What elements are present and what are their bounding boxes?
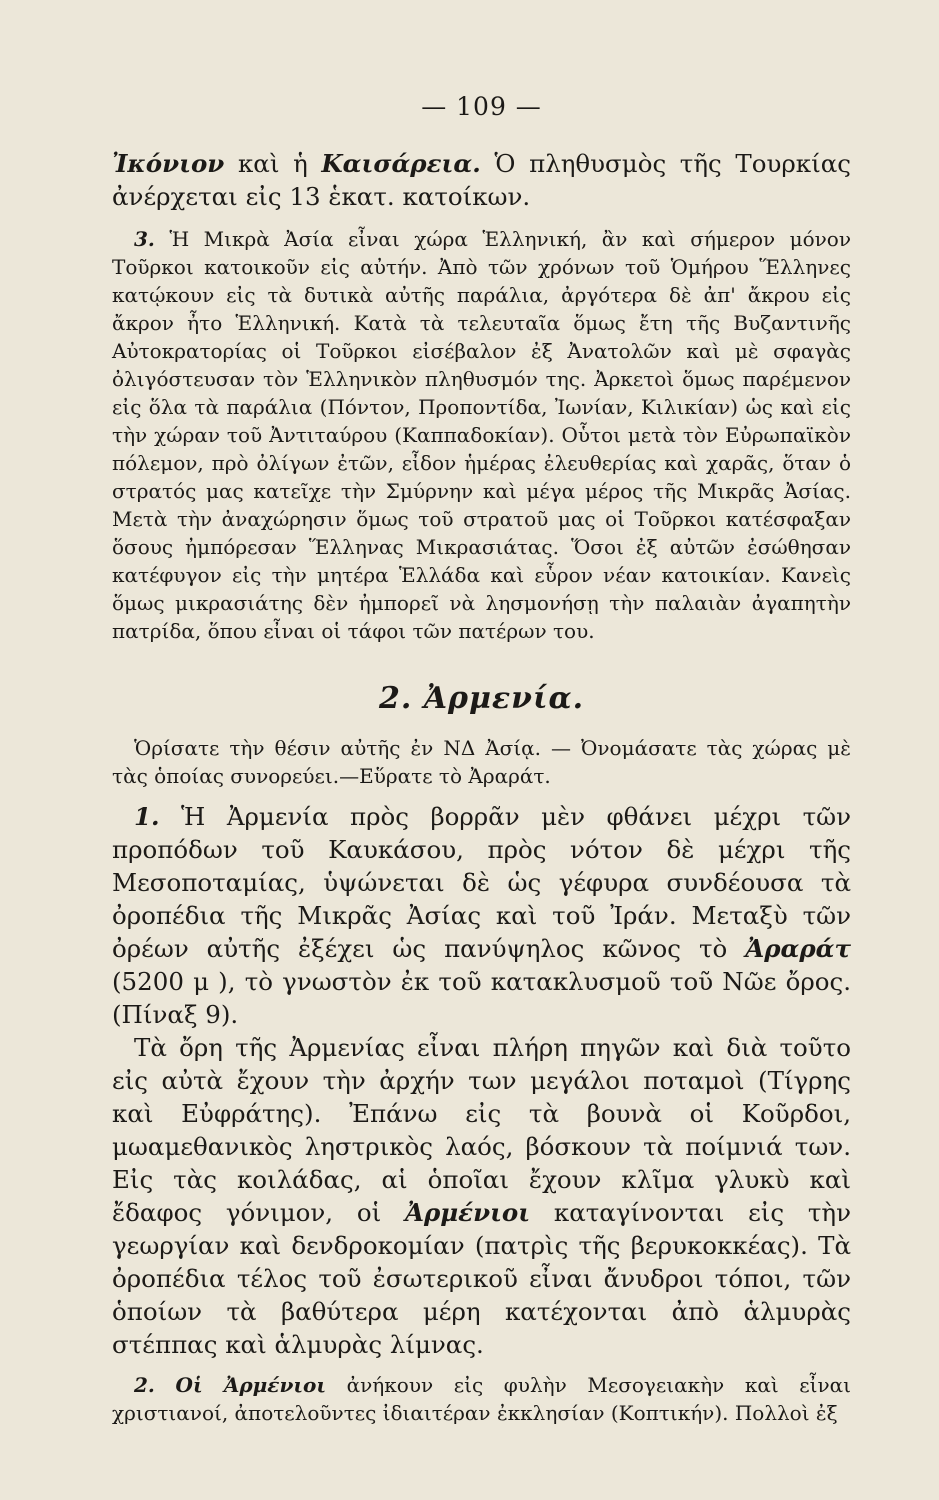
intro-text: Ὁ πληθυσμὸς τῆς Τουρκίας ἀνέρχεται εἰς 13 ἑκατ. κατοίκων. [112, 149, 851, 211]
questions-paragraph: Ὁρίσατε τὴν θέσιν αὐτῆς ἐν ΝΔ Ἀσίᾳ. — Ὀνομάσατε τὰς χώρας μὲ τὰς ὁποίας συνορεύει.—Εὕρατε τὸ Ἀραράτ. [112, 736, 851, 788]
paragraph-armenia-mountains [112, 1031, 851, 1361]
paragraph-text: Ἡ Ἀρμενία πρὸς βορρᾶν μὲν φθάνει μέχρι τῶν προπόδων τοῦ Καυκάσου, πρὸς νότον δὲ μέχρι τῆς Μεσοποταμίας, ὑψώνεται δὲ ὡς γέφυρα συνδέουσα τὰ ὀροπέδια τῆς Μικρᾶς Ἀσίας καὶ τοῦ Ἰράν. Μεταξὺ τῶν ὀρέων αὐτῆς ἐξέχει ὡς πανύψηλος κῶνος τὸ [112, 802, 851, 963]
paragraph-text-cont: καταγίνονται εἰς τὴν γεωργίαν καὶ δενδροκομίαν (πατρὶς τῆς βερυκοκκέας). Τὰ ὀροπέδια τέλος τοῦ ἐσωτερικοῦ εἶναι ἄνυδροι τόποι, τῶν ὁποίων τὰ βαθύτερα μέρη κατέχονται ἀπὸ ἁλμυρὰς στέππας καὶ ἁλμυρὰς λίμνας. [112, 1198, 851, 1359]
page-number: — 109 — [421, 92, 542, 121]
paragraph-armenians-people [112, 1371, 851, 1427]
paragraph-text-cont: (5200 μ ), τὸ γνωστὸν ἐκ τοῦ κατακλυσμοῦ τοῦ Νῶε ὄρος. (Πίναξ 9). [112, 967, 851, 1029]
paragraph-number: 3. [134, 227, 155, 251]
term-armenians: Ἀρμένιοι [404, 1198, 531, 1227]
intro-paragraph [112, 147, 851, 213]
term-ikonion: Ἰκόνιον [112, 149, 225, 178]
paragraph-asia-minor [112, 225, 851, 645]
paragraph-armenia-geography [112, 800, 851, 1031]
section-title: 2. Ἀρμενία. [378, 681, 585, 716]
paragraph-text: ἀνήκουν εἰς φυλὴν Μεσογειακὴν καὶ εἶναι χριστιανοί, ἀποτελοῦντες ἰδιαιτέραν ἐκκλησίαν (Κοπτικήν). Πολλοὶ ἐξ [112, 1373, 852, 1425]
paragraph-number: 1. [134, 802, 160, 831]
term-ararat: Ἀραράτ [745, 934, 851, 963]
paragraph-number: 2. [134, 1373, 155, 1397]
term-armenians: Οἱ Ἀρμένιοι [175, 1373, 327, 1397]
intro-connector: καὶ ἡ [224, 149, 322, 178]
paragraph-text: Ἡ Μικρὰ Ἀσία εἶναι χώρα Ἑλληνική, ἂν καὶ σήμερον μόνον Τοῦρκοι κατοικοῦν εἰς αὐτήν. Ἀπὸ τῶν χρόνων τοῦ Ὁμήρου Ἕλληνες κατῴκουν εἰς τὰ δυτικὰ αὐτῆς παράλια, ἀργότερα δὲ ἀπ' ἄκρου εἰς ἄκρον ἦτο Ἑλληνική. Κατὰ τὰ τελευταῖα ὅμως ἔτη τῆς Βυζαντινῆς Αὐτοκρατορίας οἱ Τοῦρκοι εἰσέβαλον ἐξ Ἀνατολῶν καὶ μὲ σφαγὰς ὀλιγόστευσαν τὸν Ἑλληνικὸν πληθυσμόν της. Ἀρκετοὶ ὅμως παρέμενον εἰς ὅλα τὰ παράλια (Πόντον, Προποντίδα, Ἰωνίαν, Κιλικίαν) ὡς καὶ εἰς τὴν χώραν τοῦ Ἀντιταύρου (Καππαδοκίαν). Οὗτοι μετὰ τὸν Εὐρωπαϊκὸν πόλεμον, πρὸ ὀλίγων ἐτῶν, εἶδον ἡμέρας ἐλευθερίας καὶ χαρᾶς, ὅταν ὁ στρατός μας κατεῖχε τὴν Σμύρνην καὶ μέγα μέρος τῆς Μικρᾶς Ἀσίας. Μετὰ τὴν ἀναχώρησιν ὅμως τοῦ στρατοῦ μας οἱ Τοῦρκοι κατέσφαξαν ὅσους ἠμπόρεσαν Ἕλληνας Μικρασιάτας. Ὅσοι ἐξ αὐτῶν ἐσώθησαν κατέφυγον εἰς τὴν μητέρα Ἑλλάδα καὶ εὗρον νέαν κατοικίαν. Κανεὶς ὅμως μικρασιάτης δὲν ἠμπορεῖ νὰ λησμονήσῃ τὴν παλαιὰν ἀγαπητὴν πατρίδα, ὅπου εἶναι οἱ τάφοι τῶν πατέρων του. [112, 227, 851, 643]
paragraph-text: Τὰ ὄρη τῆς Ἀρμενίας εἶναι πλήρη πηγῶν καὶ διὰ τοῦτο εἰς αὐτὰ ἔχουν τὴν ἀρχήν των μεγάλοι ποταμοὶ (Τίγρης καὶ Εὐφράτης). Ἐπάνω εἰς τὰ βουνὰ οἱ Κοῦρδοι, μωαμεθανικὸς ληστρικὸς λαός, βόσκουν τὰ ποίμνιά των. Εἰς τὰς κοιλάδας, αἱ ὁποῖαι ἔχουν κλῖμα γλυκὺ καὶ ἔδαφος γόνιμον, οἱ [112, 1033, 851, 1227]
term-kaisareia: Καισάρεια. [321, 149, 481, 178]
